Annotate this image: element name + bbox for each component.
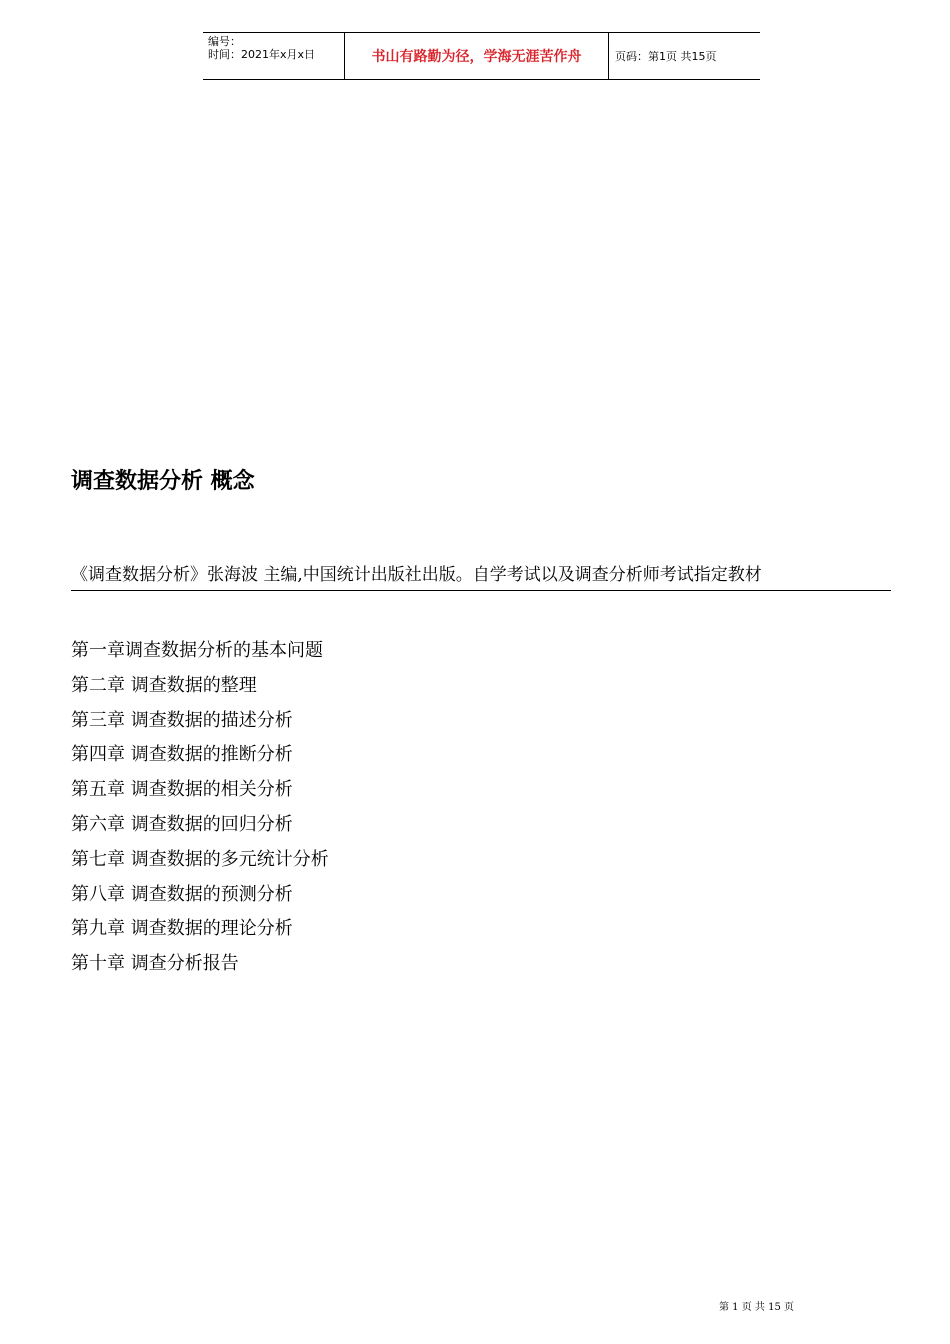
chapter-item: 第一章调查数据分析的基本问题 (71, 640, 323, 661)
page-footer: 第 1 页 共 15 页 (719, 1302, 794, 1313)
chapter-item: 第九章 调查数据的理论分析 (71, 918, 293, 940)
chapter-item: 第二章 调查数据的整理 (71, 674, 257, 696)
chapter-item: 第五章 调查数据的相关分析 (71, 779, 293, 801)
document-title: 调查数据分析 概念 (71, 469, 255, 494)
source-line: 《调查数据分析》张海波 主编,中国统计出版社出版。自学考试以及调查分析师考试指定教材 (71, 563, 891, 591)
header-meta (203, 33, 345, 79)
chapter-item: 第三章 调查数据的描述分析 (71, 709, 293, 731)
page-header (203, 32, 760, 80)
chapter-list (71, 637, 329, 985)
chapter-item: 第十章 调查分析报告 (71, 953, 239, 975)
chapter-item: 第六章 调查数据的回归分析 (71, 813, 293, 835)
header-page-label: 页码：第1页 共15页 (615, 50, 717, 63)
chapter-item: 第七章 调查数据的多元统计分析 (71, 848, 329, 870)
header-number-label: 编号： (208, 35, 241, 48)
chapter-item: 第八章 调查数据的预测分析 (71, 883, 293, 905)
chapter-item: 第四章 调查数据的推断分析 (71, 744, 293, 766)
header-time-label: 时间：2021年x月x日 (208, 48, 316, 61)
header-motto: 书山有路勤为径，学海无涯苦作舟 (345, 33, 609, 79)
